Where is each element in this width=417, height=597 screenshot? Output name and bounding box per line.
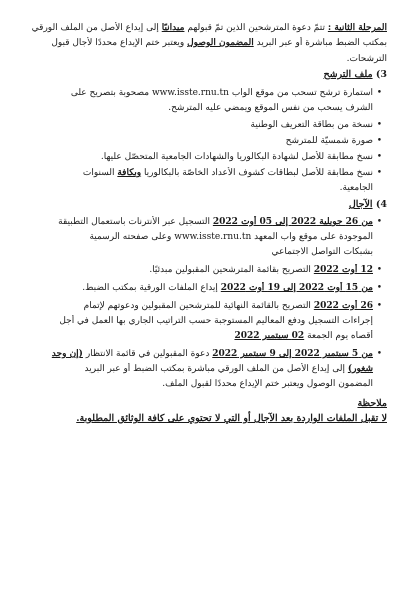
deadline-5-line-1: من 5 سبتمبر 2022 إلى 9 سبتمبر 2022 دعوة المقبولين في قائمة الانتظار (إن وجد — [51, 349, 373, 359]
deadline-1-line-2: الموجودة على موقع واب المعهد www.isste.rnu.tn وعلى صفحته الرسمية — [89, 232, 373, 242]
deadline-2-line-1: 12 أوت 2022 التصريح بقائمة المترشحين المقبولين مبدئيًا. — [149, 265, 373, 275]
deadline-4-line-2: إجراءات التسجيل ودفع المعاليم المستوجبة حسب التراتيب الجاري بها العمل في أجل — [59, 316, 373, 326]
stage2-line-1: المرحلة الثانية : تتمّ دعوة المترشحين الذين تمّ قبولهم ميدانيًا إلى إيداع الأصل من الملف الورقي — [31, 23, 387, 33]
bullet-icon: • — [376, 217, 382, 227]
file-item-3: صورة شمسيّة للمترشح — [285, 136, 373, 146]
deadline-4-line-1: 26 أوت 2022 التصريح بالقائمة النهائية للمترشحين المقبولين ودعوتهم لإتمام — [83, 301, 373, 311]
bullet-icon: • — [376, 152, 382, 162]
final-note: لا تقبل الملفات الواردة بعد الآجال أو التي لا تحتوي على كافة الوثائق المطلوبة. — [76, 413, 387, 424]
deadline-1-date: من 26 جويلية 2022 إلى 05 أوت 2022 — [212, 217, 373, 227]
file-item-2: نسخة من بطاقة التعريف الوطنية — [250, 120, 373, 130]
bullet-icon: • — [376, 120, 382, 130]
file-item-1-line-2: الشرف يسحب من نفس الموقع ويمضي عليه المترشح. — [168, 103, 373, 113]
deadline-3-date: من 15 أوت 2022 إلى 19 أوت 2022 — [220, 283, 373, 293]
bullet-icon: • — [376, 265, 382, 275]
section3-heading: 3) ملف الترشح — [323, 69, 387, 80]
deadline-5-line-2: شغور) إلى إيداع الأصل من الملف الورقي مباشرة بمكتب الضبط أو عبر البريد — [84, 364, 373, 374]
bullet-icon: • — [376, 283, 382, 293]
deadline-3-line-1: من 15 أوت 2022 إلى 19 أوت 2022 إيداع الملفات الورقية بمكتب الضبط. — [82, 283, 373, 293]
file-item-1-line-1: استمارة ترشح تسحب من موقع الواب www.isste.rnu.tn مصحوبة بتصريح على — [70, 88, 373, 98]
deadline-5-date: من 5 سبتمبر 2022 إلى 9 سبتمبر 2022 — [212, 349, 373, 359]
section4-heading: 4) الآجال — [348, 199, 387, 210]
deadline-4-date: 26 أوت 2022 — [313, 301, 373, 311]
bullet-icon: • — [376, 88, 382, 98]
deadline-2-date: 12 أوت 2022 — [313, 265, 373, 275]
note-label: ملاحظة — [357, 398, 387, 409]
bullet-icon: • — [376, 301, 382, 311]
deadline-1-line-1: من 26 جويلية 2022 إلى 05 أوت 2022 التسجيل عبر الأنترنات باستعمال التطبيقة — [58, 217, 373, 227]
deadline-4-line-3: أقصاه يوم الجمعة 02 سبتمبر 2022 — [234, 331, 373, 341]
stage2-line-3: الترشحات. — [346, 54, 387, 64]
file-item-4: نسخ مطابقة للأصل لشهادة البكالوريا والشهادات الجامعية المتحصّل عليها. — [100, 152, 373, 162]
deadline-1-line-3: بشبكات التواصل الاجتماعي — [271, 247, 373, 257]
file-item-5-line-2: الجامعية. — [339, 183, 373, 193]
deadline-5-line-3: المضمون الوصول ويعتبر ختم الإيداع محددًا لقبول الملف. — [162, 379, 373, 389]
bullet-icon: • — [376, 168, 382, 178]
stage2-label: المرحلة الثانية : — [327, 23, 387, 33]
stage2-line-2: بمكتب الضبط مباشرة أو عبر البريد المضمون الوصول ويعتبر ختم الإيداع محددًا لأجال قبول — [51, 38, 387, 48]
file-item-5-line-1: نسخ مطابقة للأصل لبطاقات كشوف الأعداد الخاصّة بالبكالوريا وبكافة السنوات — [82, 168, 373, 178]
bullet-icon: • — [376, 349, 382, 359]
bullet-icon: • — [376, 136, 382, 146]
